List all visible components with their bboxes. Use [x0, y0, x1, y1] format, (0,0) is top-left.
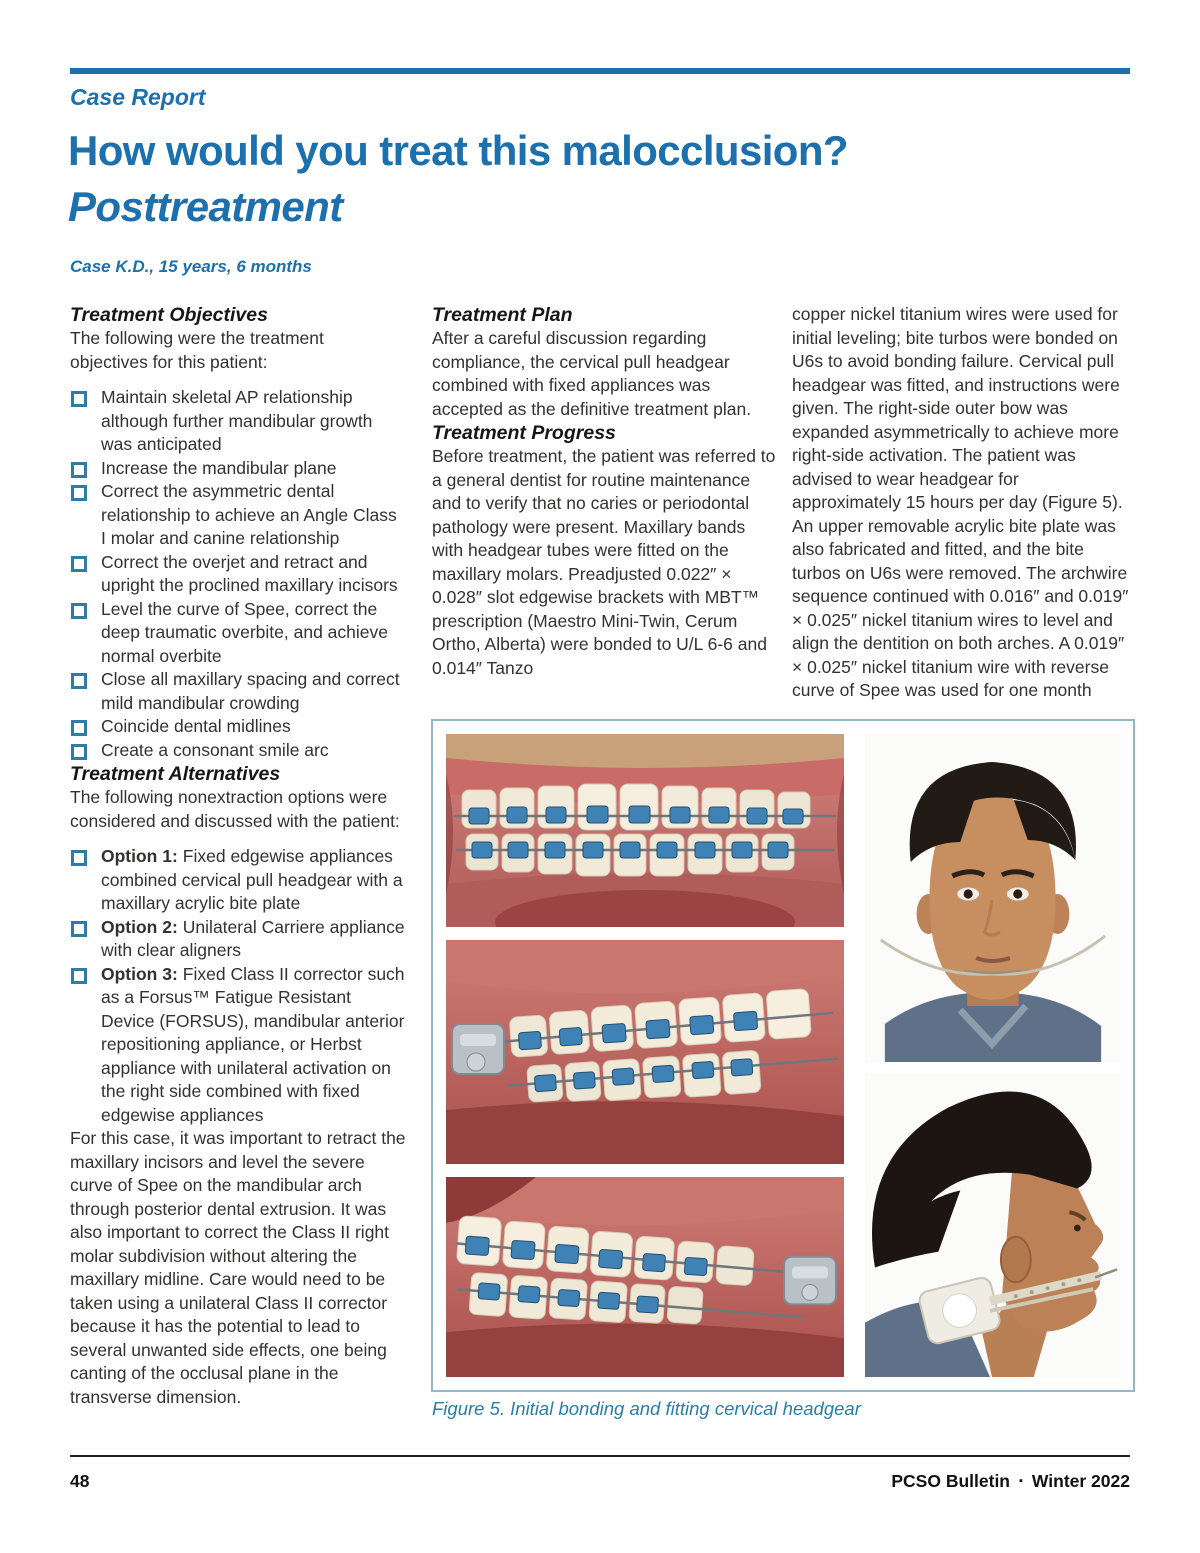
footer-rule: [70, 1455, 1130, 1457]
heading-treatment-plan: Treatment Plan: [432, 304, 573, 326]
journal-line: [891, 1471, 1130, 1492]
options-list: [70, 845, 406, 1127]
figure-5: [431, 719, 1135, 1392]
checkbox-bullet-icon: [71, 850, 87, 866]
issue-name: Winter 2022: [1031, 1471, 1130, 1491]
heading-treatment-objectives: Treatment Objectives: [70, 304, 268, 326]
objective-item: Maintain skeletal AP relationship although further mandibular growth was anticipated: [70, 386, 406, 457]
heading-treatment-alternatives: Treatment Alternatives: [70, 763, 281, 785]
checkbox-bullet-icon: [71, 556, 87, 572]
objective-item: Coincide dental midlines: [70, 715, 406, 739]
checkbox-bullet-icon: [71, 485, 87, 501]
header-rule: [70, 68, 1130, 74]
case-discussion-paragraph: For this case, it was important to retract the maxillary incisors and level the severe curve of Spee on the mandibular arch through posterior dental extrusion. It was also important to correct the Class II right molar subdivision without altering the maxillary midline. Care would need to be taken using a unilateral Class II corrector because it has the potential to lead to several unwanted side effects, one being canting of the occlusal plane in the transverse dimension.: [70, 1128, 406, 1407]
face-profile-illustration: [865, 1074, 1120, 1377]
checkbox-bullet-icon: [71, 462, 87, 478]
column-middle: [432, 303, 778, 680]
photo-intraoral-frontal: [446, 734, 844, 927]
photo-face-frontal-facebow: [865, 734, 1120, 1062]
option-item: Option 1: Fixed edgewise appliances combined cervical pull headgear with a maxillary acrylic bite plate: [70, 845, 406, 916]
face-frontal-illustration: [865, 734, 1120, 1062]
checkbox-bullet-icon: [71, 720, 87, 736]
option-item: Option 2: Unilateral Carriere appliance with clear aligners: [70, 916, 406, 963]
alternatives-intro: The following nonextraction options were considered and discussed with the patient:: [70, 787, 400, 831]
objectives-list: [70, 386, 406, 762]
checkbox-bullet-icon: [71, 921, 87, 937]
column-right: [792, 303, 1132, 703]
case-id-line: Case K.D., 15 years, 6 months: [70, 257, 312, 276]
objective-item: Create a consonant smile arc: [70, 739, 406, 763]
treatment-progress-paragraph: Before treatment, the patient was referred to a general dentist for routine maintenance and to verify that no caries or periodontal pathology were present. Maxillary bands with headgear tubes were fitted on the maxillary molars. Preadjusted 0.022″ × 0.028″ slot edgewise brackets with MBT™ prescription (Maestro Mini-Twin, Cerum Ortho, Alberta) were bonded to U/L 6-6 and 0.014″ Tanzo: [432, 446, 776, 678]
objective-item: Correct the asymmetric dental relationship to achieve an Angle Class I molar and canine relationship: [70, 480, 406, 551]
objective-item: Correct the overjet and retract and upright the proclined maxillary incisors: [70, 551, 406, 598]
intraoral-left-buccal-illustration: [446, 1177, 844, 1377]
heading-treatment-progress: Treatment Progress: [432, 422, 616, 444]
photo-face-profile-headgear: [865, 1074, 1120, 1377]
checkbox-bullet-icon: [71, 744, 87, 760]
objective-item: Close all maxillary spacing and correct mild mandibular crowding: [70, 668, 406, 715]
checkbox-bullet-icon: [71, 603, 87, 619]
page-title: How would you treat this malocclusion?: [68, 127, 848, 174]
objective-item: Level the curve of Spee, correct the deep traumatic overbite, and achieve normal overbite: [70, 598, 406, 669]
section-kicker: Case Report: [70, 84, 206, 110]
page-number: 48: [70, 1471, 90, 1491]
treatment-plan-paragraph: After a careful discussion regarding compliance, the cervical pull headgear combined with fixed appliances was accepted as the definitive treatment plan.: [432, 328, 752, 419]
column-left: [70, 303, 406, 1409]
checkbox-bullet-icon: [71, 391, 87, 407]
objectives-intro: The following were the treatment objectives for this patient:: [70, 328, 324, 372]
page-subtitle: Posttreatment: [68, 183, 343, 230]
objective-item: Increase the mandibular plane: [70, 457, 406, 481]
intraoral-right-buccal-illustration: [446, 940, 844, 1164]
photo-intraoral-left-buccal: [446, 1177, 844, 1377]
checkbox-bullet-icon: [71, 673, 87, 689]
square-separator-icon: ▪: [1019, 1475, 1023, 1487]
treatment-progress-continued: copper nickel titanium wires were used for initial leveling; bite turbos were bonded on U6s to avoid bonding failure. Cervical pull headgear was fitted, and instructions were given. The right-side outer bow was expanded asymmetrically to achieve more right-side activation. The patient was advised to wear headgear for approximately 15 hours per day (Figure 5). An upper removable acrylic bite plate was also fabricated and fitted, and the bite turbos on U6s were removed. The archwire sequence continued with 0.016″ and 0.019″ × 0.025″ nickel titanium wires to level and align the dentition on both arches. A 0.019″ × 0.025″ nickel titanium wire with reverse curve of Spee was used for one month: [792, 304, 1129, 700]
page-footer: [70, 1471, 1130, 1492]
intraoral-frontal-illustration: [446, 734, 844, 927]
option-item: Option 3: Fixed Class II corrector such as a Forsus™ Fatigue Resistant Device (FORSUS), mandibular anterior repositioning appliance, or Herbst appliance with unilateral activation on the right side combined with fixed edgewise appliances: [70, 963, 406, 1128]
figure-caption: Figure 5. Initial bonding and fitting cervical headgear: [432, 1398, 861, 1419]
journal-name: PCSO Bulletin: [891, 1471, 1010, 1491]
checkbox-bullet-icon: [71, 968, 87, 984]
photo-intraoral-right-buccal: [446, 940, 844, 1164]
